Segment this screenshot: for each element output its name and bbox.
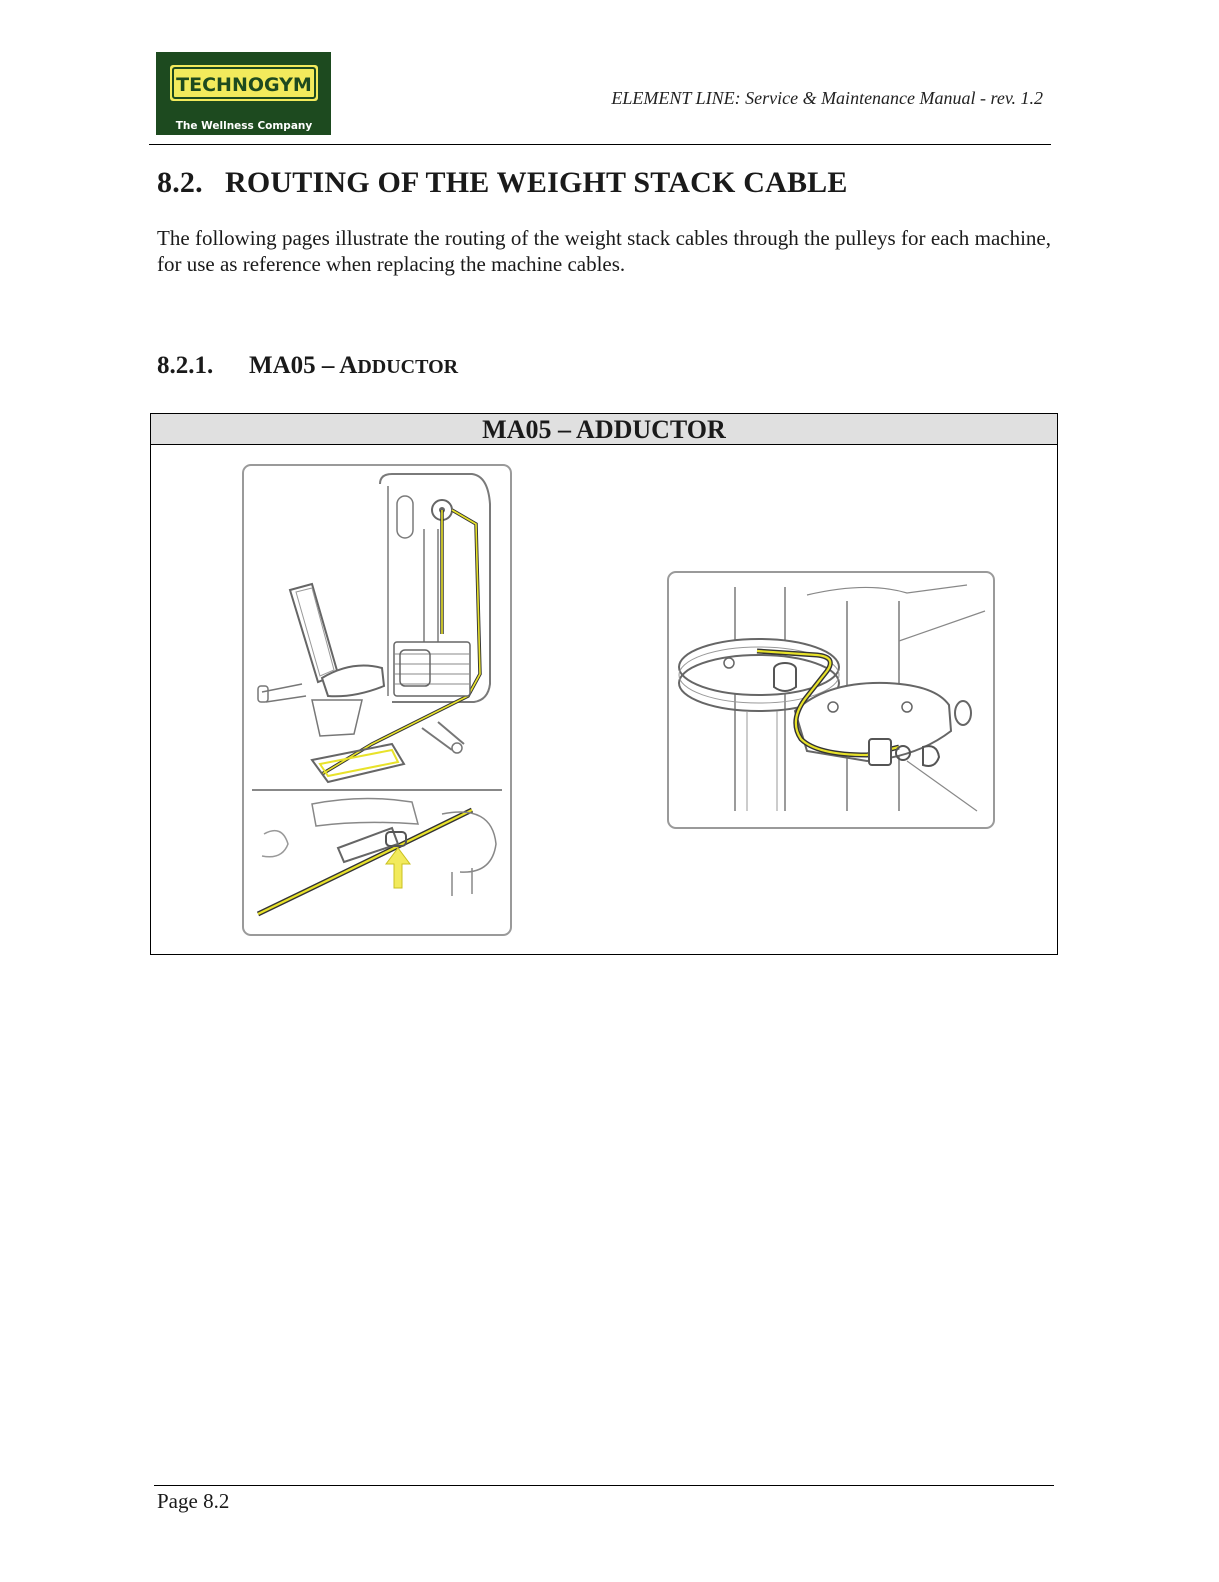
machine-overview-illustration (242, 464, 512, 941)
header-divider (149, 144, 1051, 145)
figure-table-header: MA05 – ADDUCTOR (151, 414, 1057, 445)
figure-table (150, 413, 1058, 955)
subsection-heading (157, 352, 458, 380)
subsection-title-main: MA05 – A (249, 352, 358, 379)
svg-text:TECHNOGYM: TECHNOGYM (176, 74, 312, 96)
section-heading (157, 166, 848, 200)
subsection-number: 8.2.1. (157, 352, 214, 379)
document-title: ELEMENT LINE: Service & Maintenance Manual - rev. 1.2 (611, 88, 1043, 108)
intro-paragraph: The following pages illustrate the routing of the weight stack cables through the pulleys for each machine, for use as reference when replacing the machine cables. (157, 226, 1051, 276)
svg-text:The Wellness Company: The Wellness Company (175, 120, 313, 132)
page-number: Page 8.2 (157, 1489, 230, 1513)
section-number: 8.2. (157, 166, 203, 199)
pulley-closeup-illustration (667, 571, 995, 834)
section-title-text: ROUTING OF THE WEIGHT STACK CABLE (225, 166, 848, 199)
subsection-title-smallcaps: DDUCTOR (357, 356, 459, 378)
footer-divider (154, 1485, 1054, 1486)
technogym-logo (156, 52, 331, 135)
